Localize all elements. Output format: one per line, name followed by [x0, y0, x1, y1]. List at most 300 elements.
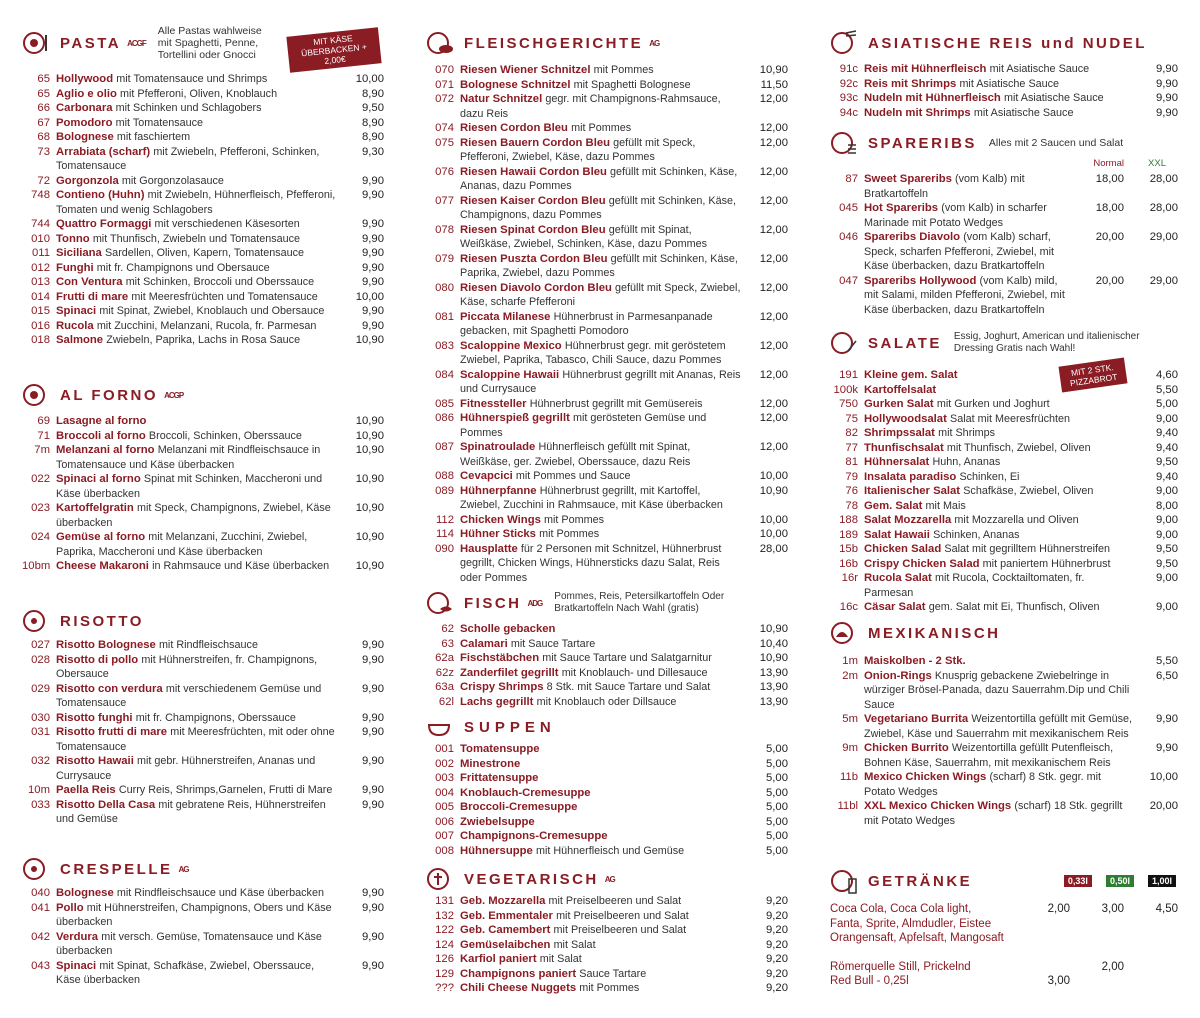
- item-name: Bolognese: [56, 887, 114, 899]
- item-number: 007: [435, 830, 454, 842]
- item-description: mit Asiatische Sauce: [989, 63, 1090, 75]
- menu-item: [426, 967, 788, 982]
- item-name: Frutti di mare: [56, 290, 129, 303]
- menu-item: [426, 136, 788, 165]
- item-description: für 2 Personen mit Schnitzel, Hühnerbrust gegrillt, Chicken Wings, Hühnersticks dazu Salat, Reis oder Pommes: [460, 542, 722, 584]
- item-price: 28,00: [759, 542, 788, 555]
- menu-item: [426, 923, 788, 938]
- cheese-stamp: MIT KÄSE ÜBERBACKEN + 2,00€: [286, 27, 381, 72]
- item-number: 131: [435, 895, 454, 907]
- menu-item: [426, 695, 788, 710]
- item-description: Zwiebeln, Paprika, Lachs in Rosa Sauce: [106, 334, 301, 346]
- menu-item: [22, 886, 384, 901]
- item-name: Thunfischsalat: [864, 441, 944, 454]
- item-price: 9,40: [1156, 427, 1178, 439]
- item-name: Broccoli al forno: [56, 429, 146, 442]
- item-name: Verdura: [56, 930, 99, 943]
- item-body: [864, 770, 1132, 799]
- menu-item: [426, 666, 788, 681]
- item-body: [56, 87, 338, 102]
- item-body: [56, 653, 338, 682]
- item-price: 8,90: [362, 131, 384, 143]
- item-price: 10,00: [759, 528, 788, 540]
- item-description: gem. Salat mit Ei, Thunfisch, Oliven: [928, 601, 1100, 613]
- item-description: mit Asiatische Sauce: [1003, 92, 1104, 104]
- item-price: 8,90: [362, 87, 384, 100]
- menu-item: [830, 712, 1178, 741]
- item-number: 041: [31, 901, 50, 914]
- item-description: Hühnerbrust gegrillt, mit Kartoffel, Zwiebel, Zucchini in Rahmsauce, mit Käse überbacken: [460, 484, 723, 511]
- price: 3,00: [1047, 975, 1070, 987]
- item-name: Champignons paniert: [460, 967, 577, 980]
- item-body: [460, 680, 742, 695]
- item-price: 5,00: [766, 844, 788, 857]
- item-number: 748: [31, 189, 50, 201]
- item-name: Spinaci al forno: [56, 473, 141, 485]
- item-price: 12,00: [759, 310, 788, 323]
- menu-item: [22, 304, 384, 319]
- item-price: 9,90: [362, 682, 384, 695]
- item-number: 015: [31, 305, 50, 317]
- item-number: 126: [435, 953, 454, 965]
- item-number: 65: [37, 87, 50, 100]
- item-body: [864, 557, 1132, 572]
- menu-item: [830, 274, 1178, 318]
- menu-item: [426, 680, 788, 695]
- item-name: Lachs gegrillt: [460, 695, 534, 708]
- item-price: 10,90: [355, 502, 384, 514]
- item-number: 046: [839, 231, 858, 243]
- item-description: mit Zwiebeln, Hühnerfleisch, Pfefferoni, Tomaten und wenig Schlagobers: [56, 189, 336, 216]
- menu-item: [22, 653, 384, 682]
- item-name: Riesen Cordon Bleu: [460, 122, 568, 134]
- item-body: [460, 800, 742, 815]
- item-name: Risotto funghi: [56, 711, 133, 724]
- item-number: 5m: [842, 713, 858, 725]
- item-name: Aglio e olio: [56, 87, 117, 100]
- item-price: 12,00: [759, 194, 788, 207]
- item-number: 16b: [839, 557, 858, 570]
- item-list: [22, 414, 384, 574]
- menu-item: [22, 87, 384, 102]
- section-title: SUPPEN: [464, 718, 556, 736]
- item-body: [56, 754, 338, 783]
- menu-item: [426, 165, 788, 194]
- item-number: 9m: [842, 742, 858, 754]
- menu-item: [22, 501, 384, 530]
- item-name: Gemüse al forno: [56, 531, 146, 543]
- item-number: 004: [435, 786, 454, 799]
- item-number: 070: [435, 64, 454, 76]
- item-number: 076: [435, 165, 454, 178]
- menu-item: [426, 844, 788, 859]
- item-name: Geb. Emmentaler: [460, 909, 553, 922]
- menu-item: [22, 711, 384, 726]
- item-list: [22, 72, 384, 348]
- item-number: 081: [435, 310, 454, 323]
- allergen-badges: AG: [604, 874, 615, 884]
- menu-item: [426, 938, 788, 953]
- item-body: [460, 339, 742, 368]
- menu-item: [426, 622, 788, 637]
- menu-item: [830, 571, 1178, 600]
- item-body: [460, 542, 742, 586]
- section-title: SALATE: [868, 334, 942, 352]
- menu-item: [426, 757, 788, 772]
- pizzabrot-stamp: MIT 2 STK. PIZZABROT: [1059, 358, 1128, 393]
- item-price: 5,00: [766, 772, 788, 784]
- item-name: Piccata Milanese: [460, 310, 551, 323]
- section-header: [22, 380, 384, 410]
- item-name: Reis mit Hühnerfleisch: [864, 63, 987, 75]
- menu-item: [426, 815, 788, 830]
- section-getraenke: [830, 866, 1178, 989]
- item-price: 9,90: [362, 218, 384, 230]
- item-body: [460, 397, 742, 412]
- item-description: mit Asiatische Sauce: [973, 106, 1074, 119]
- item-name: Onion-Rings: [864, 669, 932, 682]
- bowl-icon: [22, 607, 50, 635]
- menu-item: [426, 527, 788, 542]
- item-description: Hühnerbrust gegrillt mit Ananas, Reis und Currysauce: [460, 368, 741, 395]
- item-number: 005: [435, 801, 454, 813]
- item-number: 080: [435, 281, 454, 294]
- item-number: 189: [839, 528, 858, 541]
- item-body: [864, 600, 1132, 615]
- item-description: Schinken, Ei: [959, 470, 1020, 483]
- item-name: Rucola Salat: [864, 572, 932, 584]
- menu-item: [22, 188, 384, 217]
- allergen-badges: ACGP: [164, 390, 184, 400]
- item-name: Scaloppine Mexico: [460, 339, 562, 352]
- menu-item: [426, 223, 788, 252]
- allergen-badges: ACGF: [127, 38, 146, 48]
- item-number: 078: [435, 223, 454, 236]
- item-number: 191: [839, 369, 858, 381]
- item-price: 5,00: [1156, 398, 1178, 410]
- item-body: [460, 909, 742, 924]
- menu-item: [830, 426, 1178, 441]
- size-medium: 0,50l: [1106, 875, 1134, 887]
- item-body: [460, 411, 742, 440]
- item-name: Risotto Della Casa: [56, 798, 156, 811]
- item-number: 003: [435, 772, 454, 784]
- item-name: Risotto Bolognese: [56, 639, 156, 651]
- item-price: 9,90: [362, 711, 384, 724]
- item-price: 9,50: [1156, 557, 1178, 570]
- item-description: mit Pommes: [593, 64, 654, 76]
- item-name: Mexico Chicken Wings: [864, 771, 987, 783]
- item-price: 12,00: [759, 339, 788, 352]
- item-price: 9,90: [1156, 742, 1178, 754]
- menu-item: [830, 397, 1178, 412]
- item-name: Bolognese: [56, 131, 114, 143]
- item-name: Chicken Burrito: [864, 742, 949, 754]
- item-number: 68: [37, 131, 50, 143]
- item-price: 10,90: [355, 415, 384, 427]
- menu-item: [830, 499, 1178, 514]
- menu-item: [830, 669, 1178, 713]
- item-name: Gem. Salat: [864, 499, 923, 512]
- item-body: [460, 223, 742, 252]
- item-body: [460, 844, 742, 859]
- item-body: [56, 116, 338, 131]
- item-name: Scholle gebacken: [460, 623, 556, 635]
- item-price: 13,90: [759, 695, 788, 708]
- section-header: [22, 606, 384, 636]
- item-number: 074: [435, 122, 454, 134]
- item-description: mit fr. Champignons und Obersauce: [96, 261, 270, 274]
- item-number: 73: [37, 145, 50, 158]
- item-body: [864, 397, 1132, 412]
- section-header: [830, 128, 1178, 158]
- item-body: [864, 669, 1132, 713]
- item-body: [460, 281, 742, 310]
- item-price: 10,90: [759, 64, 788, 76]
- item-name: Paella Reis: [56, 784, 116, 796]
- item-number: 014: [31, 290, 50, 303]
- item-name: Kartoffelgratin: [56, 502, 134, 514]
- item-body: [56, 959, 338, 988]
- item-list: [22, 638, 384, 827]
- item-number: 013: [31, 276, 50, 288]
- item-number: 008: [435, 844, 454, 857]
- item-number: 79: [845, 470, 858, 483]
- item-list: [426, 63, 788, 585]
- item-body: [56, 711, 338, 726]
- item-body: [460, 637, 742, 652]
- item-body: [56, 333, 338, 348]
- item-body: [56, 130, 338, 145]
- item-number: 122: [435, 924, 454, 936]
- item-description: mit Salat: [539, 953, 582, 965]
- item-description: mit gebratene Reis, Hühnerstreifen und Gemüse: [56, 798, 326, 825]
- item-name: Riesen Wiener Schnitzel: [460, 64, 591, 76]
- menu-item: [426, 484, 788, 513]
- col-xxl: XXL: [1148, 158, 1166, 169]
- drink-name: Coca Cola, Coca Cola light,: [830, 903, 972, 915]
- section-title: FISCH: [464, 594, 522, 612]
- item-description: Spinat mit Schinken, Maccheroni und Käse überbacken: [56, 473, 323, 500]
- item-body: [460, 136, 742, 165]
- item-price: 12,00: [759, 122, 788, 134]
- item-number: 018: [31, 334, 50, 346]
- item-body: [56, 930, 338, 959]
- menu-item: [426, 78, 788, 93]
- item-price: 5,00: [766, 743, 788, 755]
- menu-item: [22, 72, 384, 87]
- item-price: 9,90: [362, 276, 384, 288]
- item-price: 9,50: [1156, 543, 1178, 555]
- item-price: 5,00: [766, 757, 788, 770]
- pancake-icon: [22, 855, 50, 883]
- item-body: [460, 786, 742, 801]
- section-header: [426, 864, 788, 894]
- menu-item: [22, 429, 384, 444]
- item-description: mit Zucchini, Melanzani, Rucola, fr. Parmesan: [96, 319, 317, 332]
- menu-item: [830, 106, 1178, 121]
- size-columns: [830, 158, 1178, 172]
- item-number: 075: [435, 136, 454, 149]
- item-price: 5,50: [1156, 383, 1178, 396]
- item-body: [460, 513, 742, 528]
- item-number: 090: [435, 542, 454, 555]
- item-name: Pomodoro: [56, 116, 113, 129]
- item-name: Sweet Spareribs: [864, 173, 952, 185]
- item-description: mit Schinken, Broccoli und Oberssauce: [125, 276, 315, 288]
- menu-item: [426, 513, 788, 528]
- menu-item: [22, 261, 384, 276]
- item-description: mit Thunfisch, Zwiebeln und Tomatensauce: [92, 232, 301, 245]
- item-name: Cheese Makaroni: [56, 560, 149, 572]
- item-body: [864, 571, 1132, 600]
- item-body: [864, 654, 1132, 669]
- item-price: 12,00: [759, 223, 788, 236]
- item-body: [56, 261, 338, 276]
- item-body: [460, 952, 742, 967]
- section-header: [22, 854, 384, 884]
- item-number: 66: [37, 102, 50, 114]
- menu-item: [22, 725, 384, 754]
- drink-name: Red Bull - 0,25l: [830, 975, 909, 987]
- item-name: Carbonara: [56, 102, 113, 114]
- item-number: 002: [435, 757, 454, 770]
- item-name: Chicken Salad: [864, 543, 942, 555]
- item-name: Champignons-Cremesuppe: [460, 830, 608, 842]
- item-price: 9,00: [1156, 412, 1178, 425]
- ribs-icon: [830, 129, 858, 157]
- menu-item: [22, 559, 384, 574]
- item-body: [56, 559, 338, 574]
- item-name: Quattro Formaggi: [56, 218, 152, 230]
- item-body: [460, 194, 742, 223]
- item-price: 12,00: [759, 165, 788, 178]
- item-price: 10,00: [355, 73, 384, 85]
- item-name: Kartoffelsalat: [864, 383, 937, 396]
- item-list: [830, 62, 1178, 120]
- item-body: [460, 829, 742, 844]
- item-number: 81: [845, 456, 858, 468]
- item-name: Risotto frutti di mare: [56, 726, 168, 738]
- section-header: [830, 618, 1178, 648]
- item-name: Riesen Hawaii Cordon Bleu: [460, 165, 607, 178]
- item-body: [864, 106, 1132, 121]
- item-name: Salmone: [56, 334, 104, 346]
- menu-item: [426, 92, 788, 121]
- item-description: Knusprig gebackene Zwiebelringe in würziger Brösel-Panada, dazu Sauerrahm.Dip und Chili Sauce: [864, 669, 1130, 711]
- item-name: Italienischer Salat: [864, 485, 961, 497]
- item-body: [460, 981, 742, 996]
- item-number: 16r: [841, 572, 858, 584]
- section-note: Pommes, Reis, Petersilkartoffeln Oder Bratkartoffeln Nach Wahl (gratis): [554, 591, 725, 614]
- menu-item: [830, 513, 1178, 528]
- item-price: 10,90: [759, 623, 788, 635]
- item-description: Sardellen, Oliven, Kapern, Tomatensauce: [104, 247, 305, 259]
- item-description: mit Pommes: [539, 528, 600, 540]
- item-name: Tomatensuppe: [460, 743, 540, 755]
- item-number: 62z: [435, 666, 454, 679]
- item-number: 086: [435, 412, 454, 424]
- drink-row: [830, 960, 1178, 975]
- menu-item: [22, 275, 384, 290]
- item-description: mit Preiselbeeren und Salat: [548, 895, 682, 907]
- menu-item: [830, 654, 1178, 669]
- drink-name: Orangensaft, Apfelsaft, Mangosaft: [830, 932, 1004, 944]
- item-description: mit Schinken und Schlagobers: [115, 102, 262, 114]
- price-medium: 3,00: [1101, 903, 1124, 915]
- item-description: Hühnerfleisch gefüllt mit Spinat, Weißkäse, ger. Zwiebel, Oberssauce, dazu Reis: [460, 441, 691, 468]
- allergen-badges: AG: [649, 38, 660, 48]
- item-body: [56, 101, 338, 116]
- item-price: 4,60: [1156, 369, 1178, 381]
- item-price: 9,90: [362, 639, 384, 651]
- item-price: 9,30: [362, 145, 384, 158]
- section-suppen: [426, 712, 788, 858]
- item-price: 12,00: [759, 397, 788, 410]
- section-title: FLEISCHGERICHTE: [464, 34, 644, 52]
- menu-item: [22, 116, 384, 131]
- menu-item: [22, 930, 384, 959]
- item-name: Funghi: [56, 261, 94, 274]
- menu-item: [22, 246, 384, 261]
- menu-item: [426, 194, 788, 223]
- item-description: mit Pfefferoni, Oliven, Knoblauch: [120, 87, 278, 100]
- item-price: 9,20: [766, 953, 788, 965]
- item-name: Reis mit Shrimps: [864, 77, 957, 90]
- section-salate: [830, 328, 1178, 615]
- item-price: 12,00: [759, 441, 788, 453]
- item-description: mit versch. Gemüse, Tomatensauce und Käse überbacken: [56, 930, 322, 957]
- item-number: 030: [31, 711, 50, 724]
- item-number: 750: [839, 398, 858, 410]
- item-number: 124: [435, 938, 454, 951]
- item-number: 76: [845, 485, 858, 497]
- price-xxl: 29,00: [1149, 274, 1178, 287]
- menu-item: [426, 742, 788, 757]
- steak-icon: [426, 29, 454, 57]
- section-spareribs: [830, 128, 1178, 317]
- item-name: Natur Schnitzel: [460, 93, 543, 105]
- item-price: 9,50: [1156, 456, 1178, 468]
- menu-item: [22, 443, 384, 472]
- item-price: 10,00: [759, 470, 788, 482]
- item-price: 9,90: [362, 232, 384, 245]
- item-description: Melanzani mit Rindfleischsauce in Tomatensauce und Käse überbacken: [56, 444, 321, 471]
- item-name: Shrimpssalat: [864, 427, 935, 439]
- item-list: [426, 622, 788, 709]
- item-price: 9,90: [362, 959, 384, 972]
- menu-item: [426, 542, 788, 586]
- item-body: [864, 799, 1132, 828]
- item-description: mit Tomatensauce und Shrimps: [116, 73, 268, 85]
- item-description: mit Gorgonzolasauce: [121, 174, 224, 187]
- item-number: 100k: [833, 383, 858, 396]
- item-price: 12,00: [759, 252, 788, 265]
- section-header: [426, 588, 788, 618]
- item-price: 5,00: [766, 786, 788, 799]
- item-description: mit Mais: [925, 499, 966, 512]
- item-description: Hühnerbrust in Parmesanpanade gebacken, mit Spaghetti Pomodoro: [460, 310, 713, 337]
- menu-item: [830, 542, 1178, 557]
- item-body: [56, 886, 338, 901]
- item-number: 75: [845, 412, 858, 425]
- item-body: [56, 232, 338, 247]
- section-note: Essig, Joghurt, American und italienischer Dressing Gratis nach Wahl!: [953, 331, 1140, 354]
- menu-item: [830, 455, 1178, 470]
- item-description: mit Rindfleischsauce: [158, 639, 258, 651]
- section-title: MEXIKANISCH: [868, 624, 1001, 642]
- item-number: 7m: [34, 444, 50, 456]
